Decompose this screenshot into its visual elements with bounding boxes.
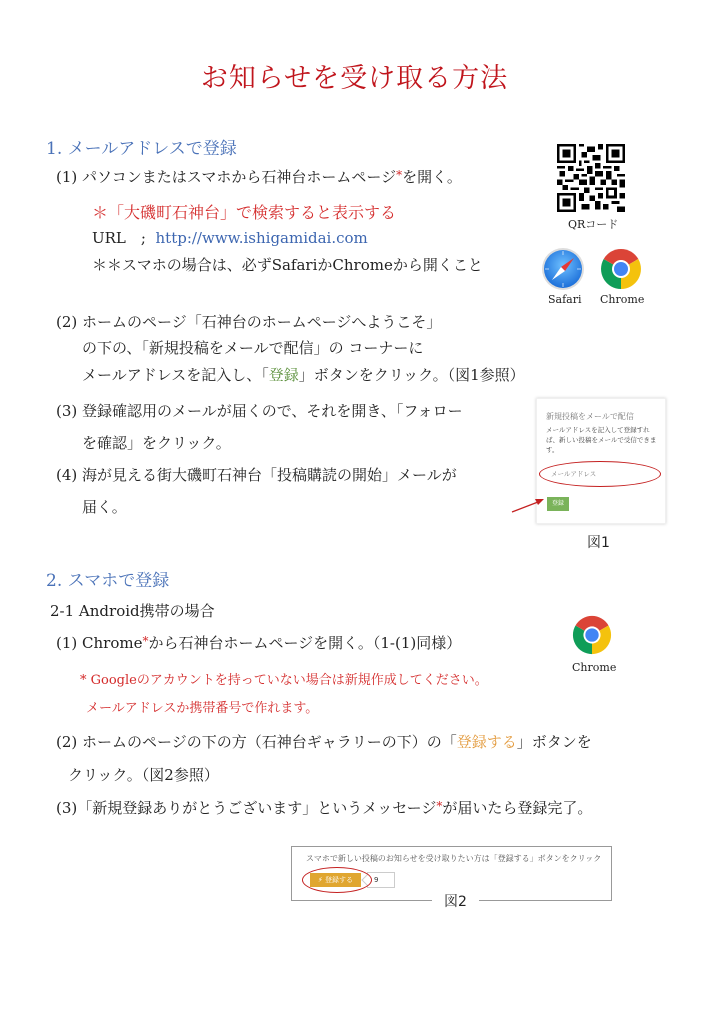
s2-google-note1: * Googleのアカウントを持っていない場合は新規作成してください。	[80, 673, 488, 688]
s1-step3-line1: (3) 登録確認用のメールが届くので、それを開き、「フォロー	[56, 402, 463, 420]
s2-step3	[56, 797, 592, 818]
s2-step2-text-after: 」ボタンを	[516, 733, 592, 751]
s1-step4-line1: (4) 海が見える街大磯町石神台「投稿購読の開始」メールが	[56, 466, 457, 484]
subscribe-button-label: 登録する	[456, 733, 517, 751]
qr-code-label: QRコード	[568, 218, 619, 231]
s2-step3-text: (3)「新規登録ありがとうございます」というメッセージ	[56, 799, 437, 817]
register-button[interactable]: 登録	[547, 497, 569, 511]
s1-step1-text: (1) パソコンまたはスマホから石神台ホームページ	[56, 168, 397, 186]
s1-step2-line1: (2) ホームのページ「石神台のホームページへようこそ」	[56, 313, 442, 331]
asterisk-mark: *	[436, 799, 443, 813]
s1-search-note: ＊「大磯町石神台」で検索すると表示する	[92, 203, 397, 222]
chrome-label: Chrome	[572, 661, 617, 674]
chrome-icon	[571, 614, 613, 656]
arrow-icon	[510, 495, 546, 515]
s1-step3-line2: を確認」をクリック。	[82, 434, 231, 452]
asterisk-mark: *	[142, 634, 149, 648]
section1-heading: 1. メールアドレスで登録	[46, 139, 237, 159]
figure1-email-signup	[536, 398, 666, 524]
s1-step1	[56, 166, 462, 187]
safari-icon	[541, 247, 585, 291]
highlight-ellipse	[539, 461, 661, 487]
s2-step2-line2: クリック。（図2参照）	[68, 766, 219, 784]
fig2-text: スマホで新しい投稿のお知らせを受け取りたい方は「登録する」ボタンをクリック	[306, 854, 602, 863]
s1-url-line	[92, 227, 368, 248]
section2-heading: 2. スマホで登録	[46, 571, 170, 591]
s2-step1	[56, 632, 461, 653]
homepage-url-link[interactable]: http://www.ishigamidai.com	[155, 229, 368, 247]
page-title: お知らせを受け取る方法	[200, 63, 509, 94]
s1-step2-line2: の下の、「新規投稿をメールで配信」の コーナーに	[82, 339, 424, 357]
highlight-ellipse	[302, 867, 372, 893]
s2-step3-text-after: が届いたら登録完了。	[442, 799, 593, 817]
register-button-label: 登録	[268, 366, 299, 384]
figure1-caption: 図1	[587, 535, 610, 551]
chrome-icon	[599, 247, 643, 291]
s2-step1-text: (1) Chrome	[56, 634, 143, 652]
s2-google-note2: メールアドレスか携帯番号で作れます。	[86, 701, 319, 716]
url-label: URL ;	[92, 229, 146, 247]
safari-label: Safari	[548, 293, 582, 306]
s1-step1-text-after: を開く。	[402, 168, 462, 186]
figure2-caption: 図2	[432, 891, 479, 911]
s1-step2-text-after: 」ボタンをクリック。（図1参照）	[298, 366, 525, 384]
subscribe-button[interactable]: ⚡ 登録する	[310, 873, 361, 887]
qr-code-icon	[557, 144, 625, 212]
chrome-label: Chrome	[600, 293, 645, 306]
asterisk-mark: *	[396, 168, 403, 182]
s2-step2-line1	[56, 731, 592, 752]
s1-step4-line2: 届く。	[82, 498, 127, 516]
s2-step2-text: (2) ホームのページの下の方（石神台ギャラリーの下）の「	[56, 733, 457, 751]
s1-step2-line3	[82, 364, 525, 385]
s2-subheading: 2-1 Android携帯の場合	[50, 602, 215, 620]
fig1-description: メールアドレスを記入して登録すれば、新しい投稿をメールで受信できます。	[546, 426, 657, 454]
subscriber-count: 9	[367, 872, 395, 888]
fig1-title: 新規投稿をメールで配信	[546, 412, 634, 421]
s1-browser-note: ＊＊スマホの場合は、必ずSafariかChromeから開くこと	[92, 256, 483, 274]
s2-step1-text-after: から石神台ホームページを開く。（1-(1)同様）	[148, 634, 462, 652]
s1-step2-text: メールアドレスを記入し、「	[82, 366, 269, 384]
